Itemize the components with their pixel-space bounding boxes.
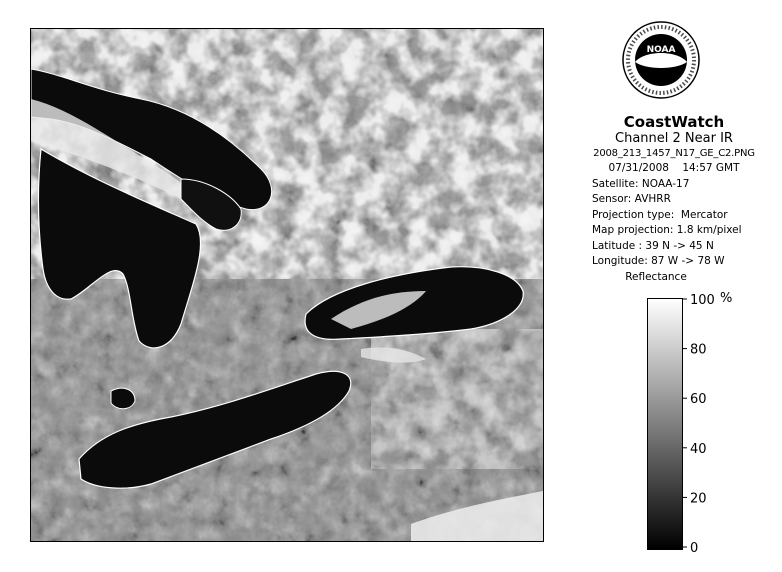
colorbar-tick-label: 0: [690, 541, 699, 556]
satellite-image: [30, 28, 544, 542]
longitude-label: Longitude: 87 W -> 78 W: [592, 255, 725, 267]
colorbar-tick-label: 40: [690, 441, 707, 457]
metadata-panel: [572, 113, 776, 270]
date-time-label: 07/31/2008 14:57 GMT: [608, 162, 740, 174]
product-title: CoastWatch: [623, 113, 725, 131]
satellite-map-svg: [31, 29, 543, 541]
map-projection-label: Map projection: 1.8 km/pixel: [592, 224, 742, 236]
lake-st-clair: [111, 388, 135, 409]
colorbar-tick-label: 100: [690, 293, 715, 308]
latitude-label: Latitude : 39 N -> 45 N: [592, 239, 714, 252]
scale-unit-label: %: [720, 291, 733, 306]
colorbar-tick-label: 80: [690, 342, 707, 358]
satellite-label: Satellite: NOAA-17: [592, 177, 690, 190]
noaa-emblem-icon: [620, 18, 702, 108]
channel-label: Channel 2 Near IR: [615, 131, 733, 146]
projection-type-label: Projection type: Mercator: [592, 208, 728, 221]
scale-title: Reflectance: [625, 271, 687, 283]
noaa-logo: [620, 18, 702, 108]
colorbar-tick-label: 60: [690, 392, 707, 408]
reflectance-colorbar: [647, 298, 683, 550]
logo-center-text: NOAA: [646, 45, 676, 55]
sensor-label: Sensor: AVHRR: [592, 193, 671, 205]
colorbar-tick-label: 20: [690, 491, 707, 507]
filename-label: 2008_213_1457_N17_GE_C2.PNG: [593, 148, 755, 159]
